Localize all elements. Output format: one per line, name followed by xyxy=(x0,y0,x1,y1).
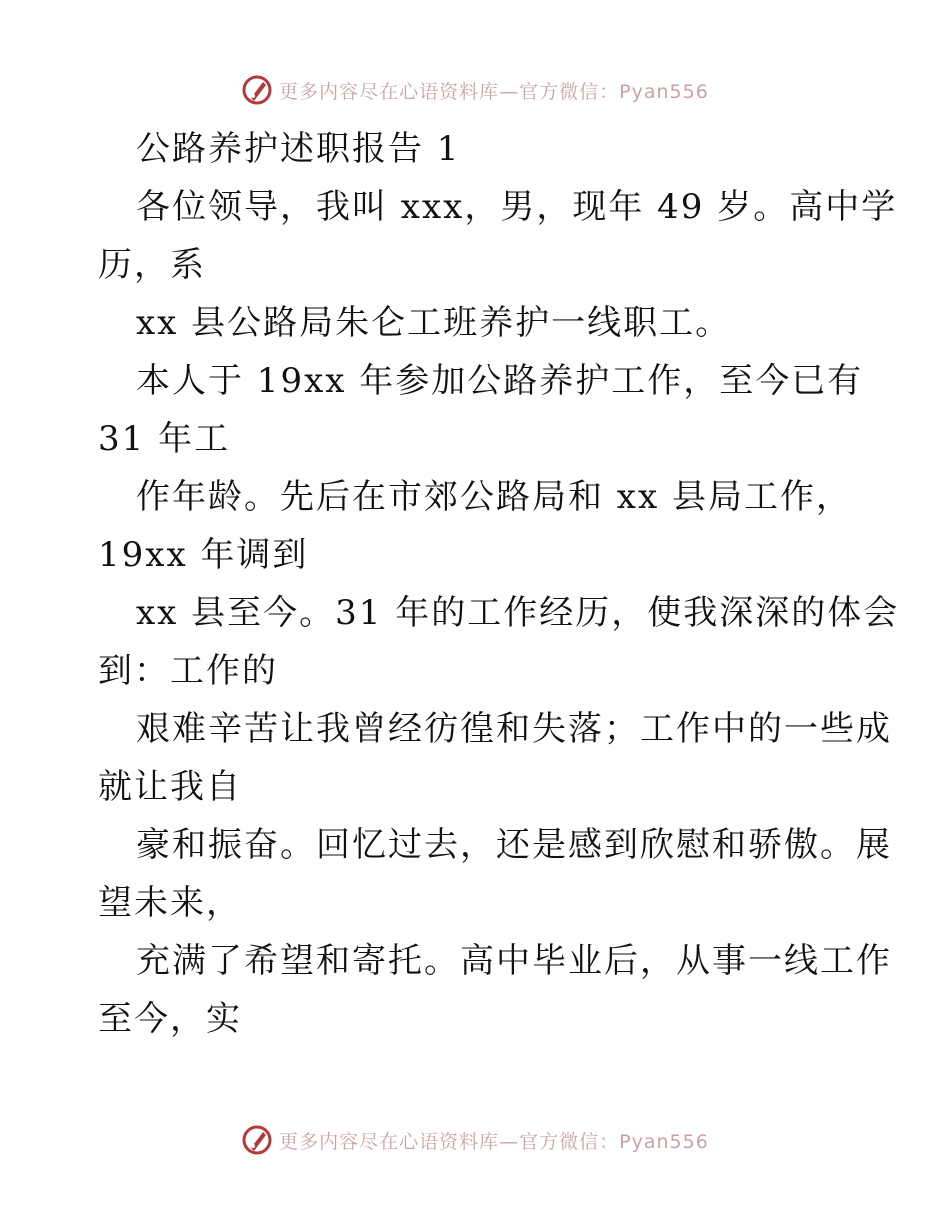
document-line: 公路养护述职报告 1 xyxy=(136,129,461,169)
document-line: 充满了希望和寄托。高中毕业后，从事一线工作 xyxy=(136,941,892,981)
pen-nib-logo-icon xyxy=(241,1124,273,1156)
pen-nib-logo-icon xyxy=(241,74,273,106)
document-line: 历，系 xyxy=(98,245,206,285)
document-line: 本人于 19xx 年参加公路养护工作，至今已有 xyxy=(136,361,864,401)
header-watermark xyxy=(0,70,950,110)
document-line: 艰难辛苦让我曾经彷徨和失落；工作中的一些成 xyxy=(136,709,892,749)
footer-watermark xyxy=(0,1120,950,1160)
document-line: 豪和振奋。回忆过去，还是感到欣慰和骄傲。展 xyxy=(136,825,892,865)
document-line: 各位领导，我叫 xxx，男，现年 49 岁。高中学 xyxy=(136,187,898,227)
document-body xyxy=(98,120,900,1048)
document-line: 就让我自 xyxy=(98,767,242,807)
document-line: 至今，实 xyxy=(98,999,242,1039)
document-line: 31 年工 xyxy=(98,419,231,459)
document-line: 19xx 年调到 xyxy=(98,535,309,575)
header-watermark-text: 更多内容尽在心语资料库—官方微信：Pyan556 xyxy=(279,80,709,103)
footer-watermark-text: 更多内容尽在心语资料库—官方微信：Pyan556 xyxy=(279,1130,709,1153)
document-line: 作年龄。先后在市郊公路局和 xx 县局工作， xyxy=(136,477,852,517)
document-line: xx 县公路局朱仑工班养护一线职工。 xyxy=(136,303,732,343)
document-line: 望未来， xyxy=(98,883,242,923)
document-line: 到：工作的 xyxy=(98,651,278,691)
document-line: xx 县至今。31 年的工作经历，使我深深的体会 xyxy=(136,593,900,633)
